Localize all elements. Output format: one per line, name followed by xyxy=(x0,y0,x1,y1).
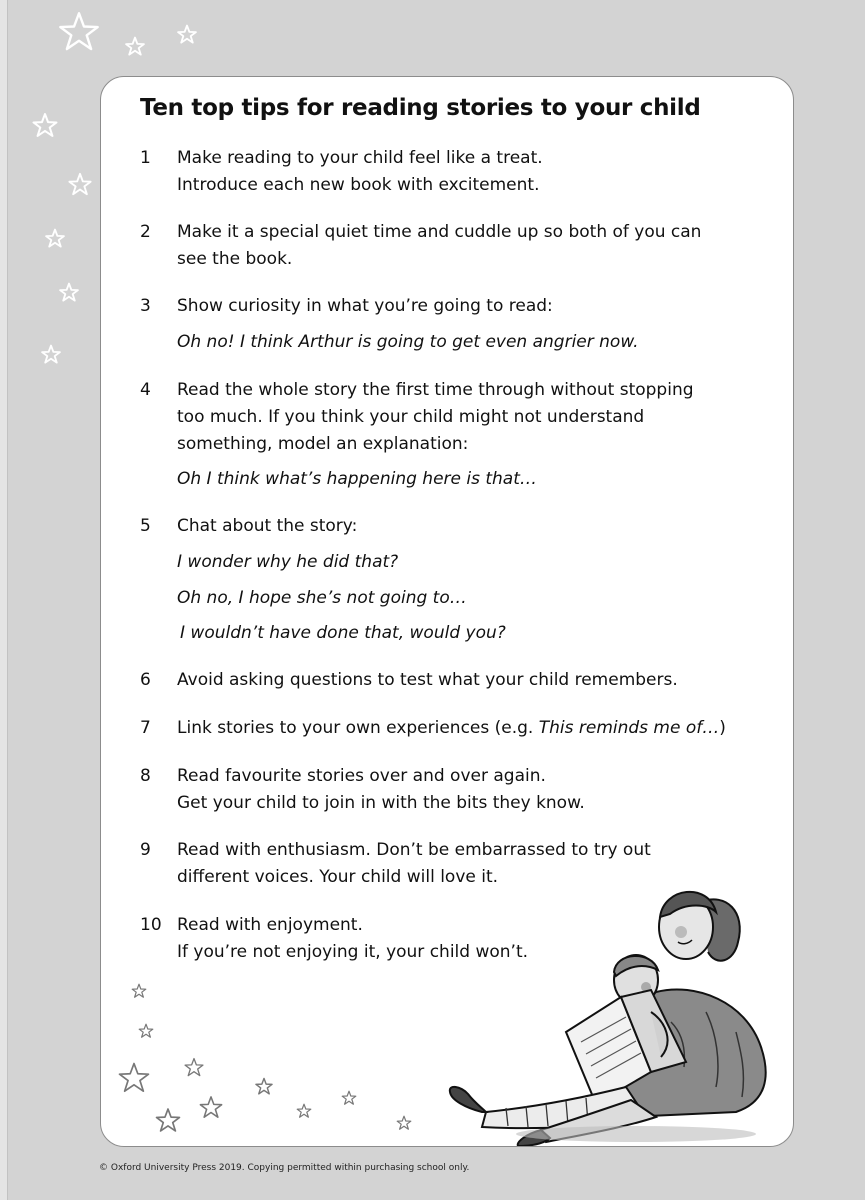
tip-line: Chat about the story: xyxy=(177,516,358,536)
star-icon xyxy=(198,1095,224,1120)
tip-number: 2 xyxy=(140,222,151,242)
star-icon xyxy=(138,1023,154,1039)
tip-line: Make reading to your child feel like a treat. xyxy=(177,148,543,168)
tip-line: If you’re not enjoying it, your child won’t. xyxy=(177,942,529,962)
tip-number: 1 xyxy=(140,148,151,168)
star-icon xyxy=(58,282,80,303)
tip-line: Read the whole story the first time through without stopping xyxy=(177,380,694,400)
tip-line: Read with enthusiasm. Don’t be embarrassed to try out xyxy=(177,840,651,860)
star-icon xyxy=(124,36,146,57)
tip-number: 7 xyxy=(140,718,151,738)
star-icon xyxy=(396,1115,412,1131)
star-icon xyxy=(254,1077,274,1096)
page-title: Ten top tips for reading stories to your child xyxy=(140,95,701,121)
tip-line: Get your child to join in with the bits they know. xyxy=(177,793,585,813)
tip-example: Oh I think what’s happening here is that… xyxy=(177,469,537,489)
star-icon xyxy=(56,10,102,54)
star-icon xyxy=(44,228,66,249)
tip-number: 5 xyxy=(140,516,151,536)
tip-text xyxy=(177,219,767,273)
tip-example: I wonder why he did that? xyxy=(177,552,399,572)
tip-line: see the book. xyxy=(177,249,293,269)
tip-text xyxy=(177,377,767,458)
tip-line-end: ) xyxy=(719,718,726,738)
tip-text xyxy=(177,763,767,817)
tip-number: 9 xyxy=(140,840,151,860)
tip-text xyxy=(177,293,767,320)
tip-line: something, model an explanation: xyxy=(177,434,469,454)
star-icon xyxy=(67,172,93,197)
star-icon xyxy=(341,1090,357,1106)
tip-line: Link stories to your own experiences (e.g. xyxy=(177,718,539,738)
tip-line: Introduce each new book with excitement. xyxy=(177,175,540,195)
tip-text xyxy=(177,667,767,694)
tip-line: Make it a special quiet time and cuddle up so both of you can xyxy=(177,222,702,242)
tip-example: I wouldn’t have done that, would you? xyxy=(180,623,506,643)
tip-line: Avoid asking questions to test what your child remembers. xyxy=(177,670,678,690)
star-icon xyxy=(154,1107,182,1134)
tip-text xyxy=(177,145,767,199)
tip-number: 10 xyxy=(140,915,162,935)
star-icon xyxy=(296,1103,312,1119)
tip-line: Read favourite stories over and over again. xyxy=(177,766,546,786)
star-icon xyxy=(176,24,198,45)
tip-text xyxy=(177,715,767,742)
tip-example: Oh no, I hope she’s not going to… xyxy=(177,588,467,608)
tip-example-inline: This reminds me of… xyxy=(538,718,720,738)
tip-number: 3 xyxy=(140,296,151,316)
star-icon xyxy=(40,344,62,365)
star-icon xyxy=(131,983,147,999)
page-edge xyxy=(0,0,8,1200)
tip-line: too much. If you think your child might not understand xyxy=(177,407,645,427)
tip-number: 6 xyxy=(140,670,151,690)
star-icon xyxy=(31,112,59,139)
girl-reading-illustration xyxy=(446,872,776,1147)
tip-line: Show curiosity in what you’re going to read: xyxy=(177,296,553,316)
tip-line: Read with enjoyment. xyxy=(177,915,363,935)
tip-line: different voices. Your child will love it. xyxy=(177,867,499,887)
copyright-footer: © Oxford University Press 2019. Copying permitted within purchasing school only. xyxy=(99,1163,470,1173)
tip-example: Oh no! I think Arthur is going to get even angrier now. xyxy=(177,332,639,352)
tips-card xyxy=(100,76,794,1147)
tip-text xyxy=(177,513,767,540)
star-icon xyxy=(183,1057,205,1078)
tip-number: 8 xyxy=(140,766,151,786)
star-icon xyxy=(116,1061,152,1095)
tip-number: 4 xyxy=(140,380,151,400)
